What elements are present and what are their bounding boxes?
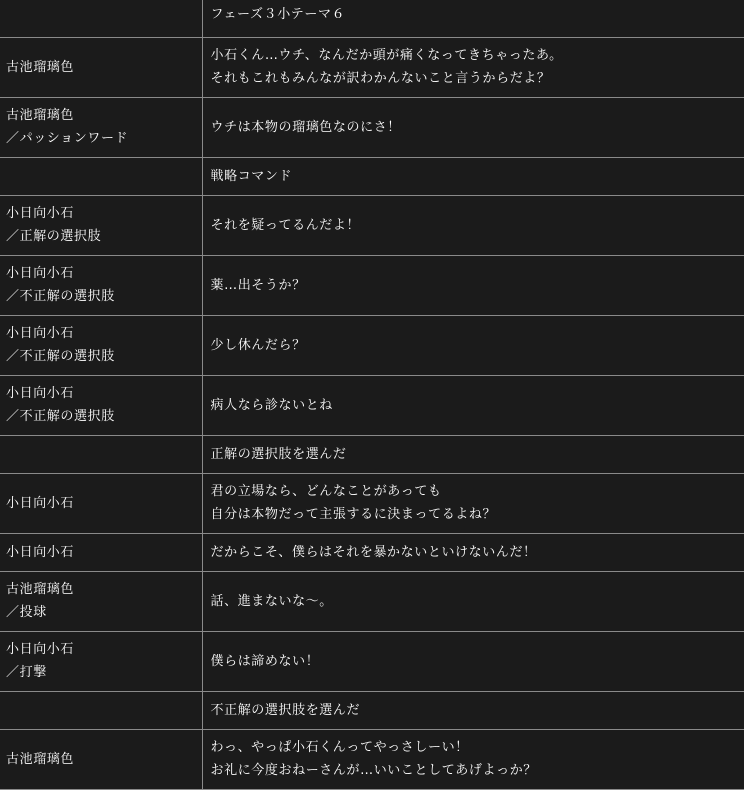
dialogue-row: [0, 195, 744, 255]
dialogue-line: 少し休んだら？: [210, 337, 306, 353]
dialogue-line: 薬…出そうか？: [210, 277, 306, 293]
speaker-name: 小日向小石: [6, 544, 75, 560]
dialogue-line: 話、進まないな〜。: [210, 593, 333, 609]
dialogue-row: [0, 315, 744, 375]
speaker-cell: [0, 631, 202, 691]
speaker-name: 古池瑠璃色: [6, 59, 75, 75]
dialogue-line: 戦略コマンド: [210, 168, 293, 184]
dialogue-row: [0, 571, 744, 631]
speaker-name: ／投球: [6, 605, 47, 620]
dialogue-line: 正解の選択肢を選んだ: [210, 446, 347, 462]
speaker-cell: [0, 195, 202, 255]
speaker-name: ／パッションワード: [6, 131, 129, 146]
line-cell: [202, 533, 744, 571]
line-cell: [202, 97, 744, 157]
speaker-cell: [0, 0, 202, 37]
dialogue-row: [0, 97, 744, 157]
dialogue-line: 病人なら診ないとね: [210, 397, 333, 413]
speaker-cell: [0, 571, 202, 631]
dialogue-row: [0, 691, 744, 729]
dialogue-row: [0, 631, 744, 691]
dialogue-line: フェーズ３小テーマ６: [210, 7, 346, 23]
speaker-name: 古池瑠璃色: [6, 582, 75, 597]
dialogue-line: 君の立場なら、どんなことがあっても: [210, 484, 442, 499]
speaker-cell: [0, 435, 202, 473]
dialogue-row: [0, 0, 744, 37]
speaker-cell: [0, 473, 202, 533]
dialogue-line: 不正解の選択肢を選んだ: [210, 702, 361, 718]
speaker-name: 古池瑠璃色: [6, 751, 75, 767]
speaker-name: 小日向小石: [6, 206, 75, 221]
speaker-name: ／不正解の選択肢: [6, 349, 115, 364]
line-cell: [202, 195, 744, 255]
line-cell: [202, 0, 744, 37]
dialogue-row: [0, 37, 744, 97]
speaker-name: 古池瑠璃色: [6, 108, 75, 123]
dialogue-row: [0, 375, 744, 435]
speaker-cell: [0, 533, 202, 571]
speaker-cell: [0, 157, 202, 195]
speaker-name: 小日向小石: [6, 326, 75, 341]
dialogue-row: [0, 533, 744, 571]
dialogue-line: 小石くん…ウチ、なんだか頭が痛くなってきちゃったあ。: [210, 48, 563, 63]
speaker-name: ／不正解の選択肢: [6, 289, 115, 304]
line-cell: [202, 37, 744, 97]
line-cell: [202, 315, 744, 375]
speaker-name: 小日向小石: [6, 495, 75, 511]
speaker-cell: [0, 97, 202, 157]
dialogue-line: ウチは本物の瑠璃色なのにさ！: [210, 119, 401, 135]
speaker-cell: [0, 375, 202, 435]
dialogue-line: それを疑ってるんだよ！: [210, 217, 361, 233]
line-cell: [202, 571, 744, 631]
speaker-cell: [0, 729, 202, 789]
line-cell: [202, 631, 744, 691]
speaker-name: ／正解の選択肢: [6, 229, 102, 244]
dialogue-line: お礼に今度おねーさんが…いいことしてあげよっか？: [210, 763, 537, 778]
line-cell: [202, 435, 744, 473]
line-cell: [202, 157, 744, 195]
dialogue-row: [0, 473, 744, 533]
line-cell: [202, 691, 744, 729]
dialogue-line: 自分は本物だって主張するに決まってるよね？: [210, 507, 497, 522]
dialogue-row: [0, 157, 744, 195]
speaker-name: 小日向小石: [6, 642, 75, 657]
speaker-name: 小日向小石: [6, 266, 75, 281]
line-cell: [202, 255, 744, 315]
dialogue-row: [0, 255, 744, 315]
line-cell: [202, 473, 744, 533]
speaker-cell: [0, 315, 202, 375]
dialogue-line: 僕らは諦めない！: [210, 653, 320, 669]
line-cell: [202, 729, 744, 789]
speaker-cell: [0, 37, 202, 97]
speaker-name: 小日向小石: [6, 386, 75, 401]
dialogue-row: [0, 729, 744, 789]
dialogue-line: それもこれもみんなが訳わかんないこと言うからだよ？: [210, 71, 551, 86]
dialogue-line: だからこそ、僕らはそれを暴かないといけないんだ！: [210, 544, 537, 560]
speaker-name: ／打撃: [6, 665, 47, 680]
line-cell: [202, 375, 744, 435]
speaker-cell: [0, 691, 202, 729]
speaker-name: ／不正解の選択肢: [6, 409, 115, 424]
speaker-cell: [0, 255, 202, 315]
dialogue-row: [0, 435, 744, 473]
dialogue-line: わっ、やっぱ小石くんってやっさしーい！: [210, 740, 469, 755]
